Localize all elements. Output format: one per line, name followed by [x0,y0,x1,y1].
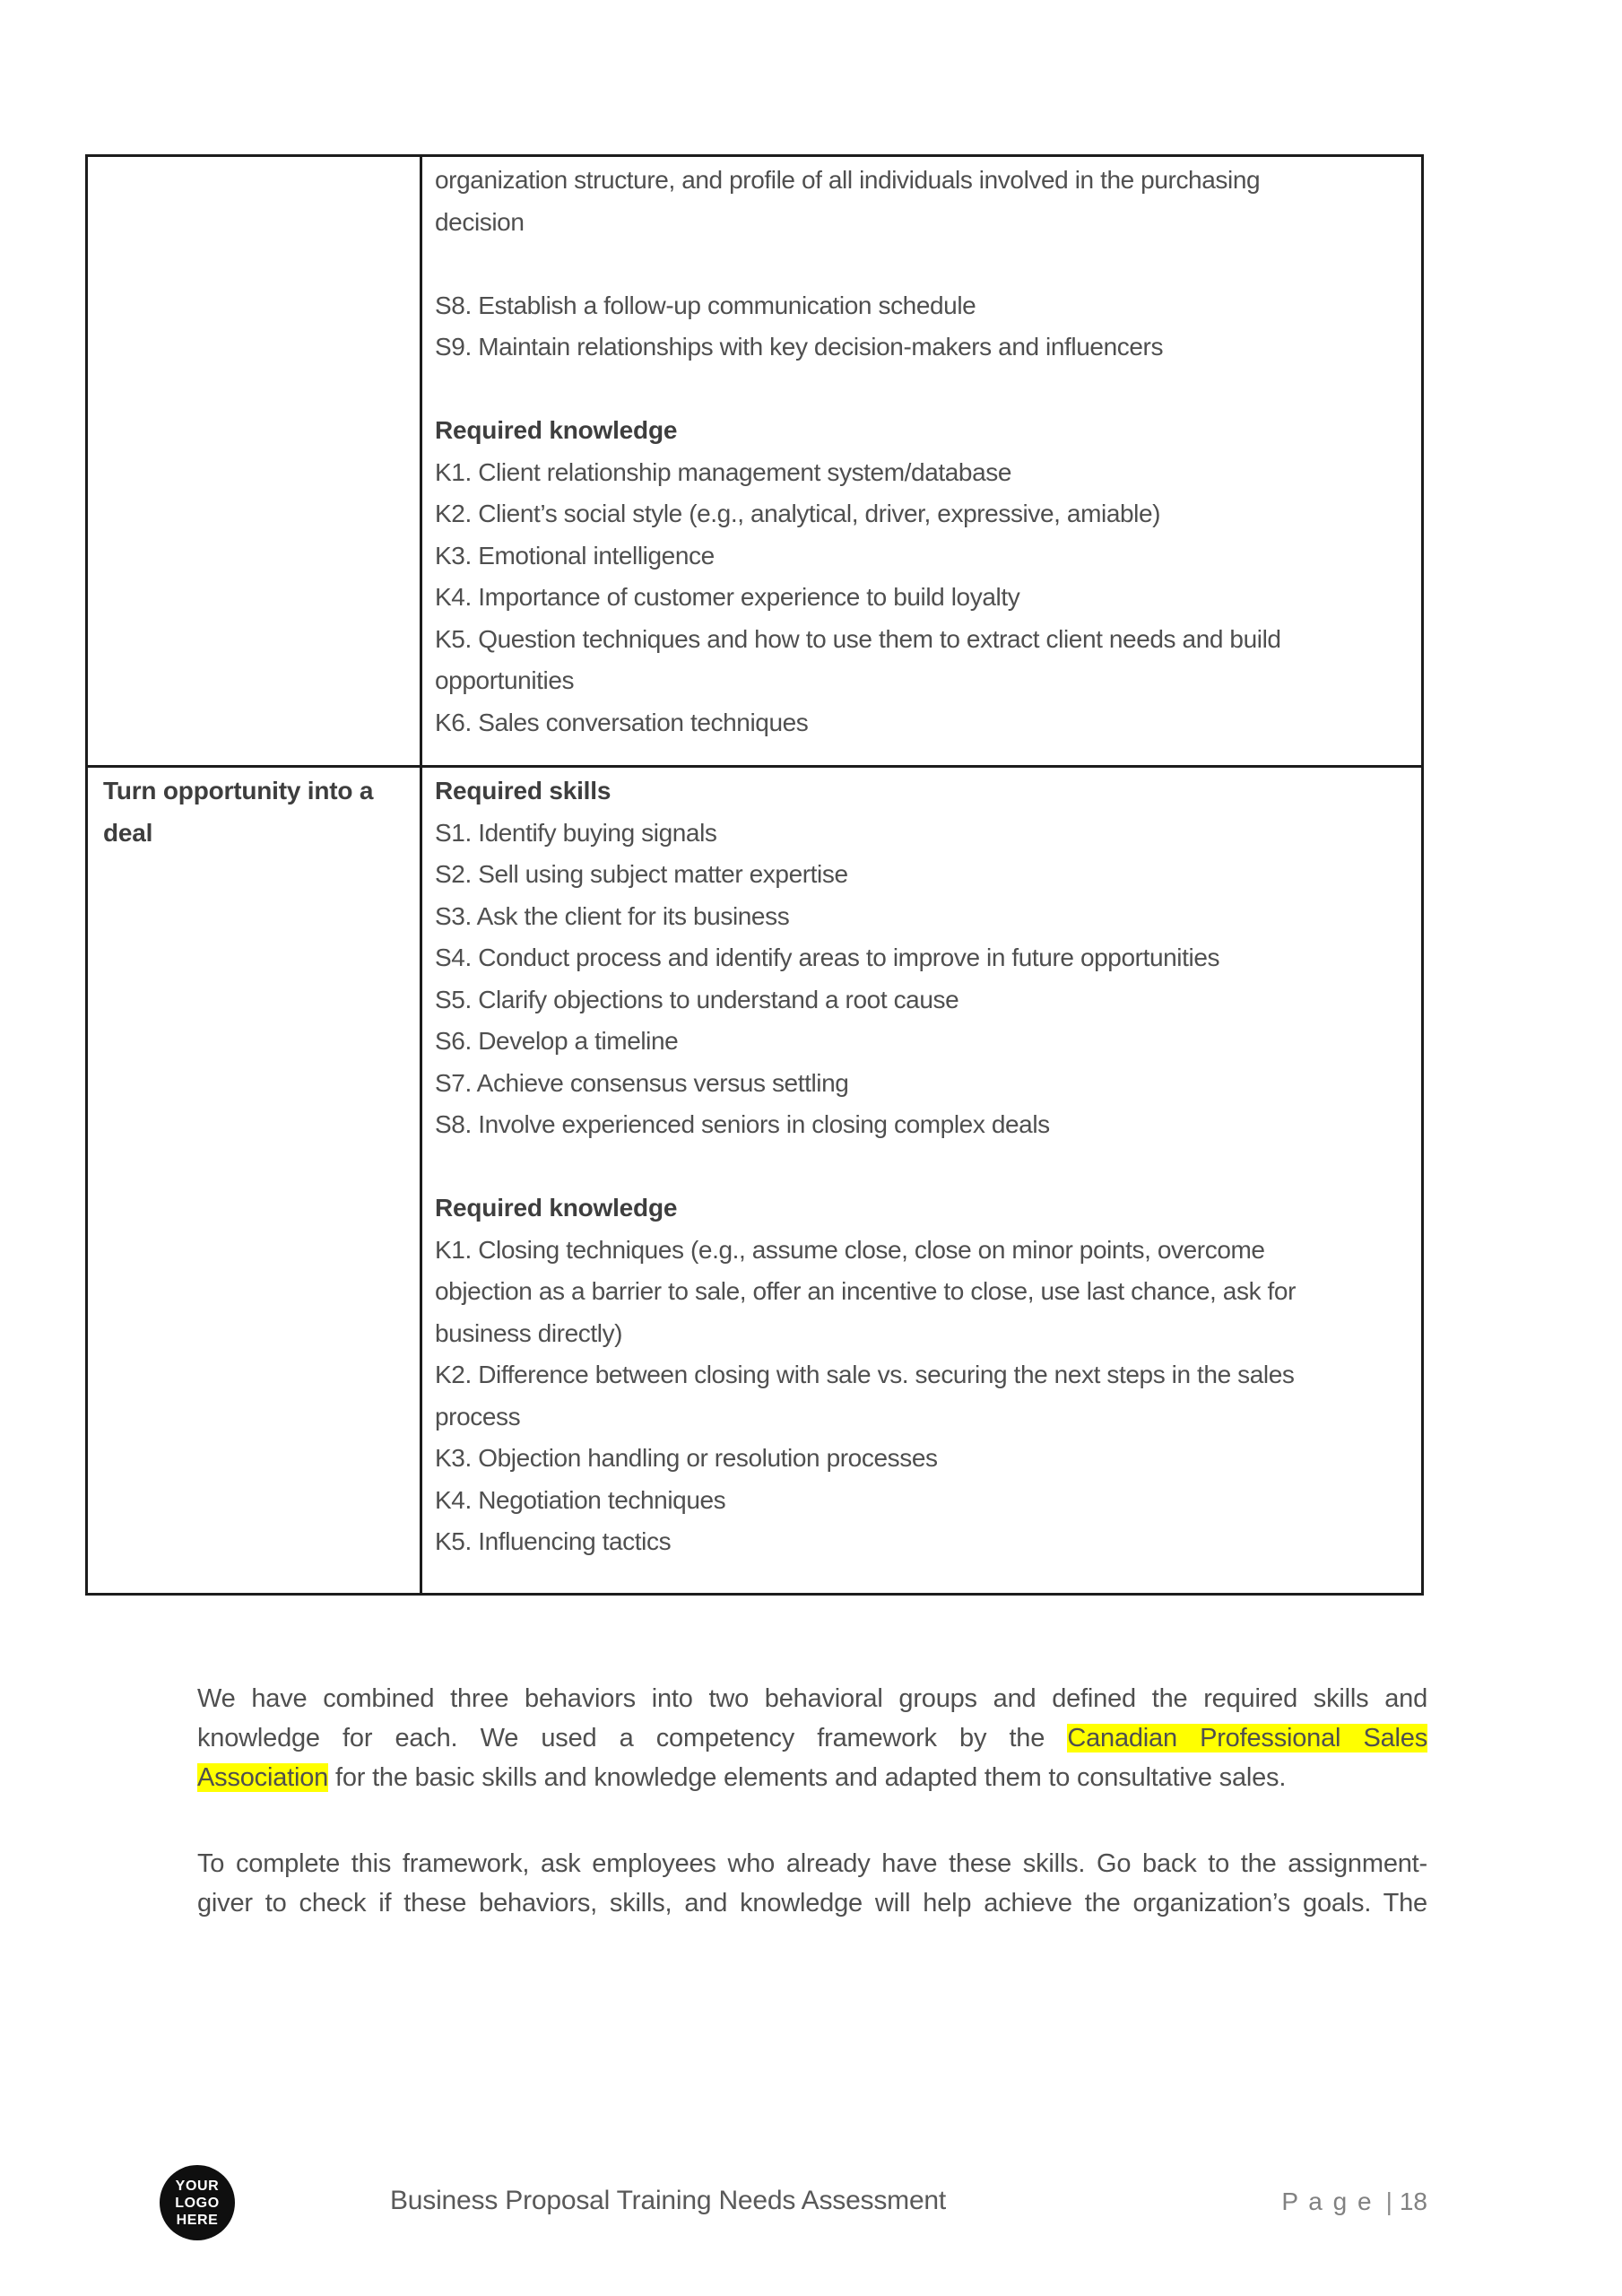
paragraph-line [197,1758,1427,1797]
skills-knowledge-table [85,154,1424,1596]
paragraph-line [197,1679,1427,1718]
table-cell-skills-knowledge [420,768,1421,1593]
cell-text-line: deal [103,818,153,847]
footer-document-title: Business Proposal Training Needs Assessment [390,2186,947,2215]
paragraph-line [197,1883,1427,1923]
cell-text-line: K6. Sales conversation techniques [435,708,809,736]
cell-text-line: opportunities [435,666,575,694]
table-cell-behavior-group [88,768,420,1593]
cell-text-line: business directly) [435,1318,623,1347]
body-paragraph [197,1679,1427,1797]
cell-text-line: K3. Emotional intelligence [435,541,715,570]
table-cell-skills-knowledge [420,157,1421,765]
cell-text-line: K5. Question techniques and how to use them to extract client needs and build [435,624,1281,653]
cell-text-line: organization structure, and profile of all individuals involved in the purchasing [435,166,1261,194]
text-run: knowledge for each. We used a competency framework by the [197,1724,1068,1752]
logo-text-line: YOUR [175,2178,220,2194]
cell-text-line: S7. Achieve consensus versus settling [435,1068,849,1097]
cell-text-line: S8. Involve experienced seniors in closing complex deals [435,1110,1050,1138]
blank-line [435,1146,1410,1188]
cell-text-line: objection as a barrier to sale, offer an incentive to close, use last chance, ask for [435,1277,1297,1305]
cell-text-line: K2. Client’s social style (e.g., analytical, driver, expressive, amiable) [435,500,1161,527]
blank-line [435,369,1410,411]
cell-text-line: S3. Ask the client for its business [435,901,790,930]
cell-text-line: S1. Identify buying signals [435,818,717,847]
logo-text-line: LOGO [175,2195,220,2211]
cell-text-line: S8. Establish a follow-up communication schedule [435,291,976,319]
cell-text-line: K4. Negotiation techniques [435,1485,726,1514]
cell-text-line: decision [435,207,525,236]
highlighted-text: Association [197,1763,329,1792]
cell-text-line: process [435,1402,521,1431]
paragraph-line [197,1844,1427,1883]
cell-text-line: Required skills [435,777,612,804]
highlighted-text: Canadian Professional Sales [1067,1724,1427,1752]
cell-text-line: S4. Conduct process and identify areas to improve in future opportunities [435,944,1220,971]
cell-text-line: K5. Influencing tactics [435,1527,672,1555]
body-text-section [197,1679,1427,1923]
body-paragraph [197,1844,1427,1923]
page-number-separator: | [1385,2187,1392,2215]
cell-text-line: K4. Importance of customer experience to build loyalty [435,583,1020,611]
text-run: giver to check if these behaviors, skills, and knowledge will help achieve the organization’s goals. The [197,1889,1427,1918]
cell-text-line: Required knowledge [435,1194,678,1222]
text-run: We have combined three behaviors into two behavioral groups and defined the required skills and [197,1684,1427,1713]
cell-text-line: K1. Closing techniques (e.g., assume close, close on minor points, overcome [435,1235,1265,1264]
cell-text-line: K1. Client relationship management system/database [435,457,1012,486]
cell-text-line: K3. Objection handling or resolution processes [435,1444,938,1472]
cell-text-line: Turn opportunity into a [103,777,374,804]
logo-text-line: HERE [176,2212,219,2228]
table-cell-behavior-group [88,157,420,765]
cell-text-line: S6. Develop a timeline [435,1027,679,1055]
cell-text-line: K2. Difference between closing with sale vs. securing the next steps in the sales [435,1361,1295,1388]
cell-text-line: S9. Maintain relationships with key decision-makers and influencers [435,333,1164,361]
cell-text-line: S2. Sell using subject matter expertise [435,860,848,888]
table-row [88,765,1421,1593]
text-run: To complete this framework, ask employees who already have these skills. Go back to the assignment- [197,1849,1427,1878]
placeholder-logo [160,2165,235,2240]
page-number-value: 18 [1399,2187,1427,2215]
text-run: for the basic skills and knowledge elements and adapted them to consultative sales. [328,1763,1287,1792]
page-number-label: P a g e [1281,2187,1374,2215]
cell-text-line: S5. Clarify objections to understand a root cause [435,985,959,1013]
paragraph-line [197,1718,1427,1758]
table-row [88,157,1421,765]
blank-line [435,243,1410,285]
page-number [1281,2187,1427,2216]
cell-text-line: Required knowledge [435,416,678,444]
